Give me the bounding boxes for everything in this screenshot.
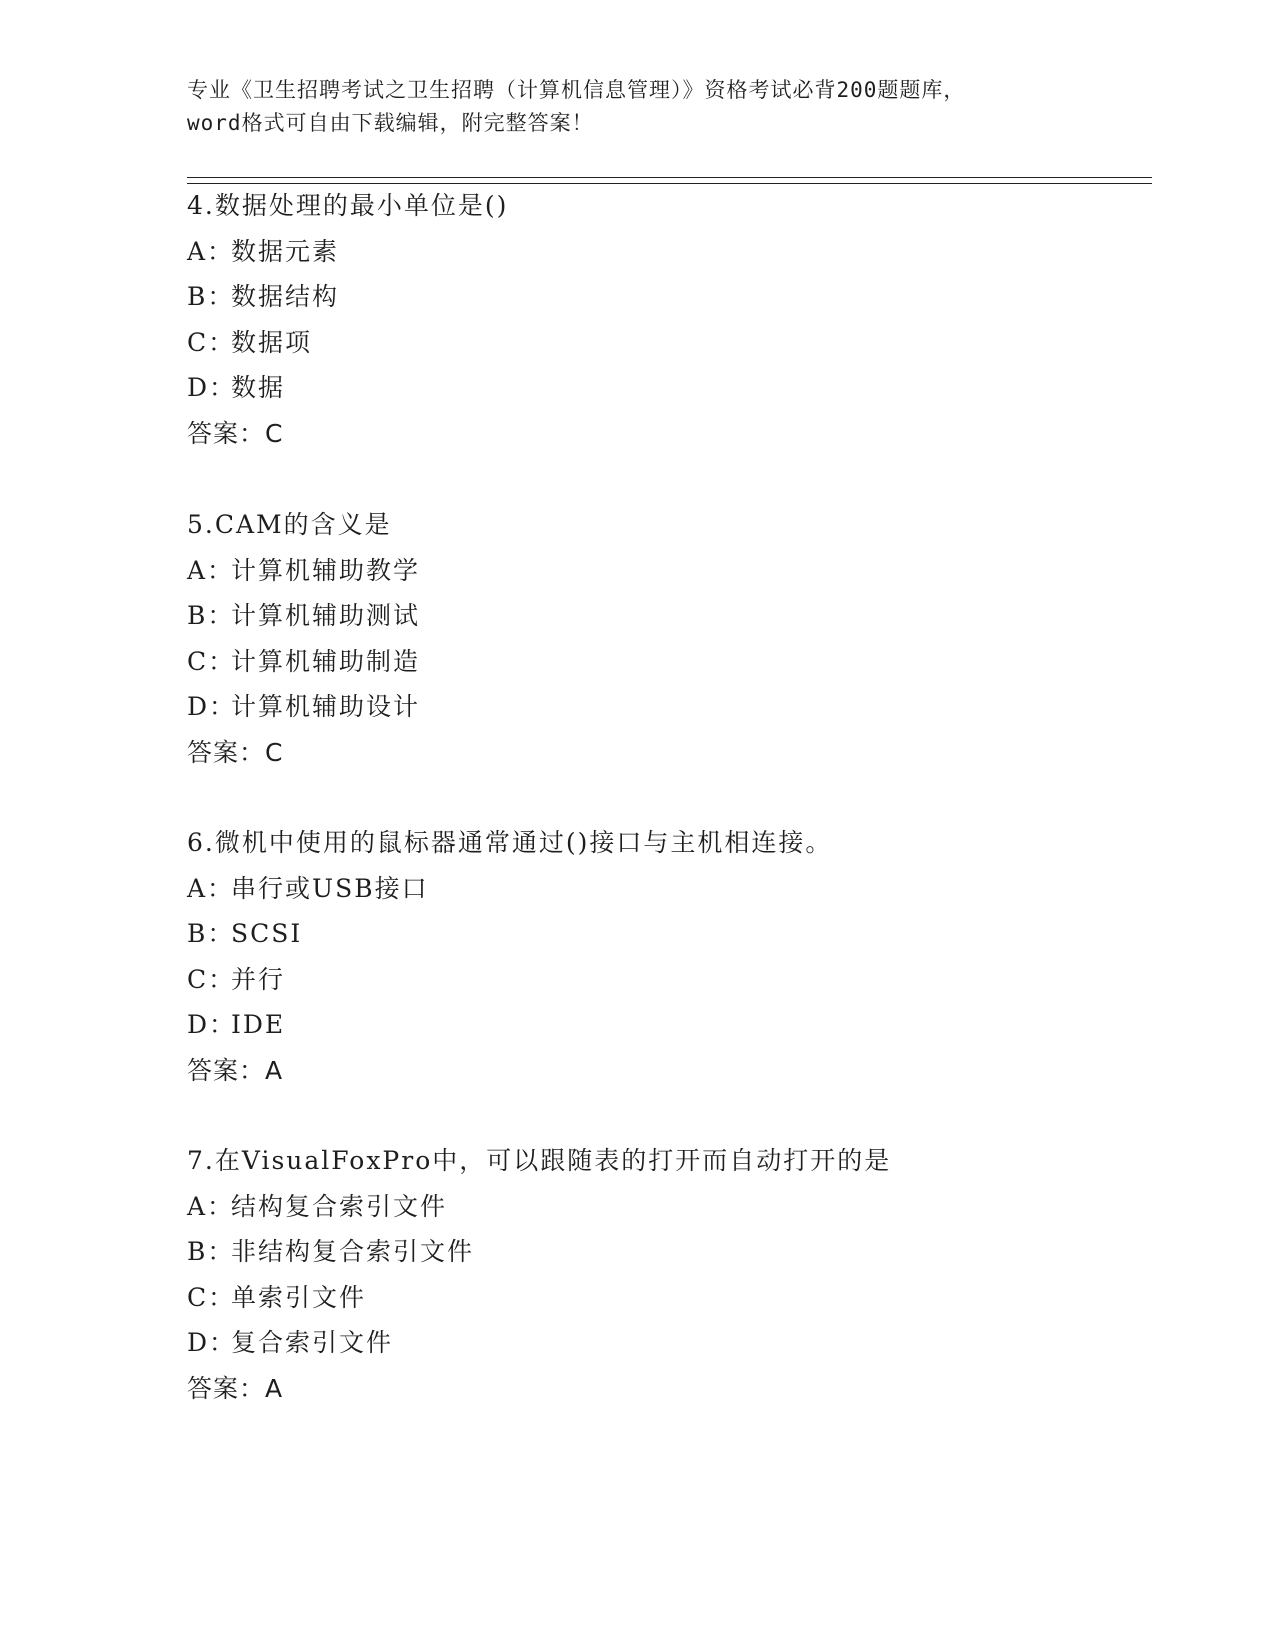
option-text: 计算机辅助教学 xyxy=(231,555,421,585)
option-key: D： xyxy=(187,692,237,722)
option-c xyxy=(187,639,1147,685)
option-text: 计算机辅助制造 xyxy=(231,646,421,676)
option-text: 计算机辅助设计 xyxy=(231,692,421,722)
header-line-2: word格式可自由下载编辑，附完整答案！ xyxy=(187,111,594,135)
option-d xyxy=(187,1320,1147,1366)
question-stem: 4.数据处理的最小单位是() xyxy=(187,191,509,220)
question-stem: 7.在VisualFoxPro中，可以跟随表的打开而自动打开的是 xyxy=(187,1146,892,1175)
answer-line: 答案：C xyxy=(187,737,284,767)
option-b xyxy=(187,593,1147,639)
option-key: A： xyxy=(187,236,235,266)
option-key: A： xyxy=(187,1191,235,1221)
option-a xyxy=(187,548,1147,594)
option-key: C： xyxy=(187,327,236,357)
question-6 xyxy=(187,820,1147,1094)
option-b xyxy=(187,274,1147,320)
option-key: D： xyxy=(187,1010,237,1040)
option-text: IDE xyxy=(231,1010,286,1040)
option-text: 数据 xyxy=(231,373,286,403)
option-text: 数据结构 xyxy=(231,282,340,312)
answer-line: 答案：A xyxy=(187,1055,284,1085)
option-key: D： xyxy=(187,373,237,403)
option-text: 数据项 xyxy=(231,327,313,357)
option-key: B： xyxy=(187,1237,235,1267)
option-key: C： xyxy=(187,964,236,994)
option-b xyxy=(187,911,1147,957)
option-c xyxy=(187,1275,1147,1321)
option-text: 单索引文件 xyxy=(231,1282,367,1312)
option-d xyxy=(187,365,1147,411)
option-d xyxy=(187,1002,1147,1048)
option-a xyxy=(187,866,1147,912)
question-7 xyxy=(187,1138,1147,1412)
option-key: D： xyxy=(187,1328,237,1358)
option-key: B： xyxy=(187,919,235,949)
option-key: B： xyxy=(187,601,235,631)
header-line-1: 专业《卫生招聘考试之卫生招聘（计算机信息管理）》资格考试必背200题题库， xyxy=(187,78,966,102)
option-key: C： xyxy=(187,646,236,676)
option-text: 并行 xyxy=(231,964,286,994)
option-text: 结构复合索引文件 xyxy=(231,1191,448,1221)
option-key: C： xyxy=(187,1282,236,1312)
question-stem: 5.CAM的含义是 xyxy=(187,510,392,539)
document-header xyxy=(187,74,1087,140)
option-text: 复合索引文件 xyxy=(231,1328,394,1358)
option-text: SCSI xyxy=(231,919,303,949)
option-key: B： xyxy=(187,282,235,312)
option-c xyxy=(187,957,1147,1003)
option-key: A： xyxy=(187,873,235,903)
answer-line: 答案：A xyxy=(187,1373,284,1403)
option-c xyxy=(187,320,1147,366)
option-text: 非结构复合索引文件 xyxy=(231,1237,475,1267)
question-stem: 6.微机中使用的鼠标器通常通过()接口与主机相连接。 xyxy=(187,828,833,857)
option-text: 数据元素 xyxy=(231,236,340,266)
question-5 xyxy=(187,502,1147,776)
question-4 xyxy=(187,183,1147,457)
option-key: A： xyxy=(187,555,235,585)
option-d xyxy=(187,684,1147,730)
option-text: 计算机辅助测试 xyxy=(231,601,421,631)
answer-line: 答案：C xyxy=(187,418,284,448)
option-b xyxy=(187,1229,1147,1275)
option-text: 串行或USB接口 xyxy=(231,873,429,903)
option-a xyxy=(187,229,1147,275)
option-a xyxy=(187,1184,1147,1230)
